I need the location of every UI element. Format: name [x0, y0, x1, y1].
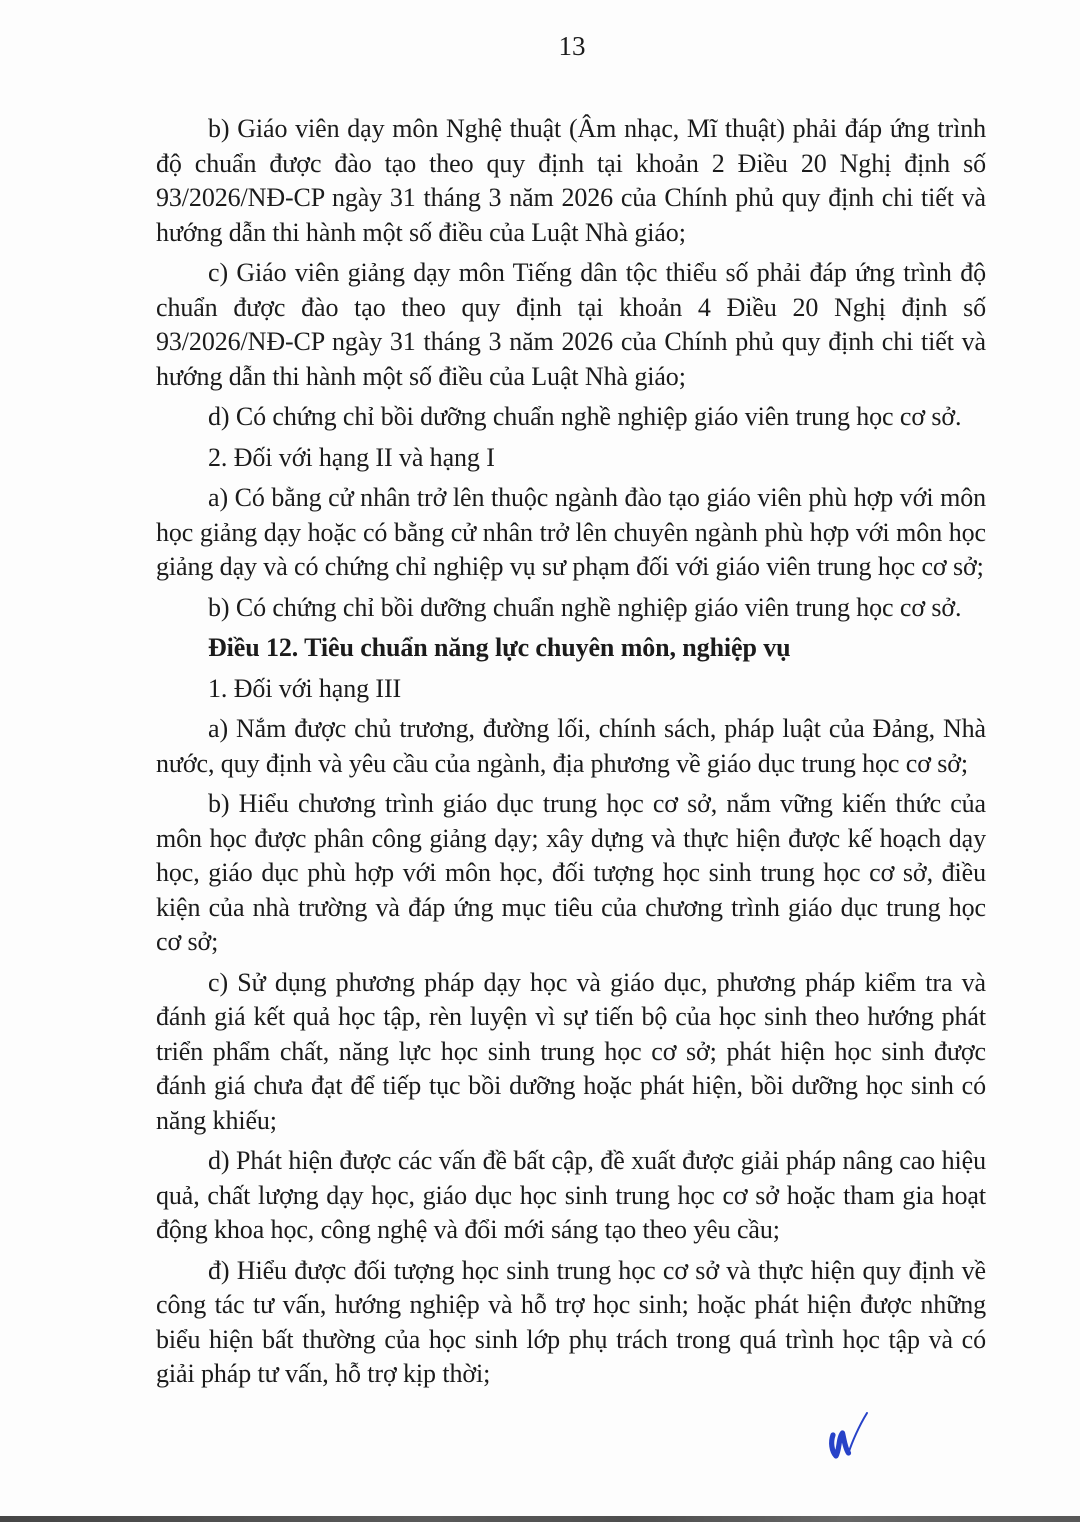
- document-paragraph: a) Có bằng cử nhân trở lên thuộc ngành đào tạo giáo viên phù hợp với môn học giảng dạy hoặc có bằng cử nhân trở lên chuyên ngành phù hợp với môn học giảng dạy và có chứng chỉ nghiệp vụ sư phạm đối với giáo viên trung học cơ sở;: [156, 483, 986, 581]
- document-paragraph: đ) Hiểu được đối tượng học sinh trung học cơ sở và thực hiện quy định về công tác tư vấn, hướng nghiệp và hỗ trợ học sinh; hoặc phát hiện được những biểu hiện bất thường của học sinh lớp phụ trách trong quá trình học tập và có giải pháp tư vấn, hỗ trợ kịp thời;: [156, 1255, 986, 1388]
- document-paragraph: 1. Đối với hạng III: [208, 673, 402, 703]
- handwritten-ink-initial-icon: [824, 1408, 870, 1466]
- document-paragraph: a) Nắm được chủ trương, đường lối, chính sách, pháp luật của Đảng, Nhà nước, quy định và yêu cầu của ngành, địa phương về giáo dục trung học cơ sở;: [156, 714, 986, 778]
- document-paragraph: b) Hiểu chương trình giáo dục trung học cơ sở, nắm vững kiến thức của môn học được phân công giảng dạy; xây dựng và thực hiện được kế hoạch dạy học, giáo dục phù hợp với môn học, đối tượng học sinh trung học cơ sở, điều kiện của nhà trường và đáp ứng mục tiêu của chương trình giáo dục trung học cơ sở;: [156, 789, 986, 956]
- document-paragraph: 2. Đối với hạng II và hạng I: [208, 442, 495, 472]
- document-paragraph: d) Phát hiện được các vấn đề bất cập, đề xuất được giải pháp nâng cao hiệu quả, chất lượng dạy học, giáo dục học sinh trung học cơ sở hoặc tham gia hoạt động khoa học, công nghệ và đổi mới sáng tạo theo yêu cầu;: [156, 1146, 986, 1244]
- document-paragraph: b) Có chứng chỉ bồi dưỡng chuẩn nghề nghiệp giáo viên trung học cơ sở.: [208, 592, 962, 622]
- document-paragraph: d) Có chứng chỉ bồi dưỡng chuẩn nghề nghiệp giáo viên trung học cơ sở.: [208, 402, 962, 431]
- scan-bottom-edge: [0, 1516, 1080, 1522]
- article-heading: Điều 12. Tiêu chuẩn năng lực chuyên môn, nghiệp vụ: [208, 633, 791, 662]
- document-paragraph: c) Sử dụng phương pháp dạy học và giáo dục, phương pháp kiểm tra và đánh giá kết quả học tập, rèn luyện vì sự tiến bộ của học sinh theo hướng phát triển phẩm chất, năng lực học sinh trung học cơ sở; phát hiện học sinh được đánh giá chưa đạt để tiếp tục bồi dưỡng hoặc phát hiện, bồi dưỡng học sinh có năng khiếu;: [156, 967, 986, 1135]
- document-paragraph: b) Giáo viên dạy môn Nghệ thuật (Âm nhạc, Mĩ thuật) phải đáp ứng trình độ chuẩn được đào tạo theo quy định tại khoản 2 Điều 20 Nghị định số 93/2026/NĐ-CP ngày 31 tháng 3 năm 2026 của Chính phủ quy định chi tiết và hướng dẫn thi hành một số điều của Luật Nhà giáo;: [156, 114, 986, 247]
- page-number: 13: [558, 31, 586, 61]
- document-paragraph: c) Giáo viên giảng dạy môn Tiếng dân tộc thiểu số phải đáp ứng trình độ chuẩn được đào tạo theo quy định tại khoản 4 Điều 20 Nghị định số 93/2026/NĐ-CP ngày 31 tháng 3 năm 2026 của Chính phủ quy định chi tiết và hướng dẫn thi hành một số điều của Luật Nhà giáo;: [156, 258, 986, 391]
- document-body: [156, 112, 986, 1398]
